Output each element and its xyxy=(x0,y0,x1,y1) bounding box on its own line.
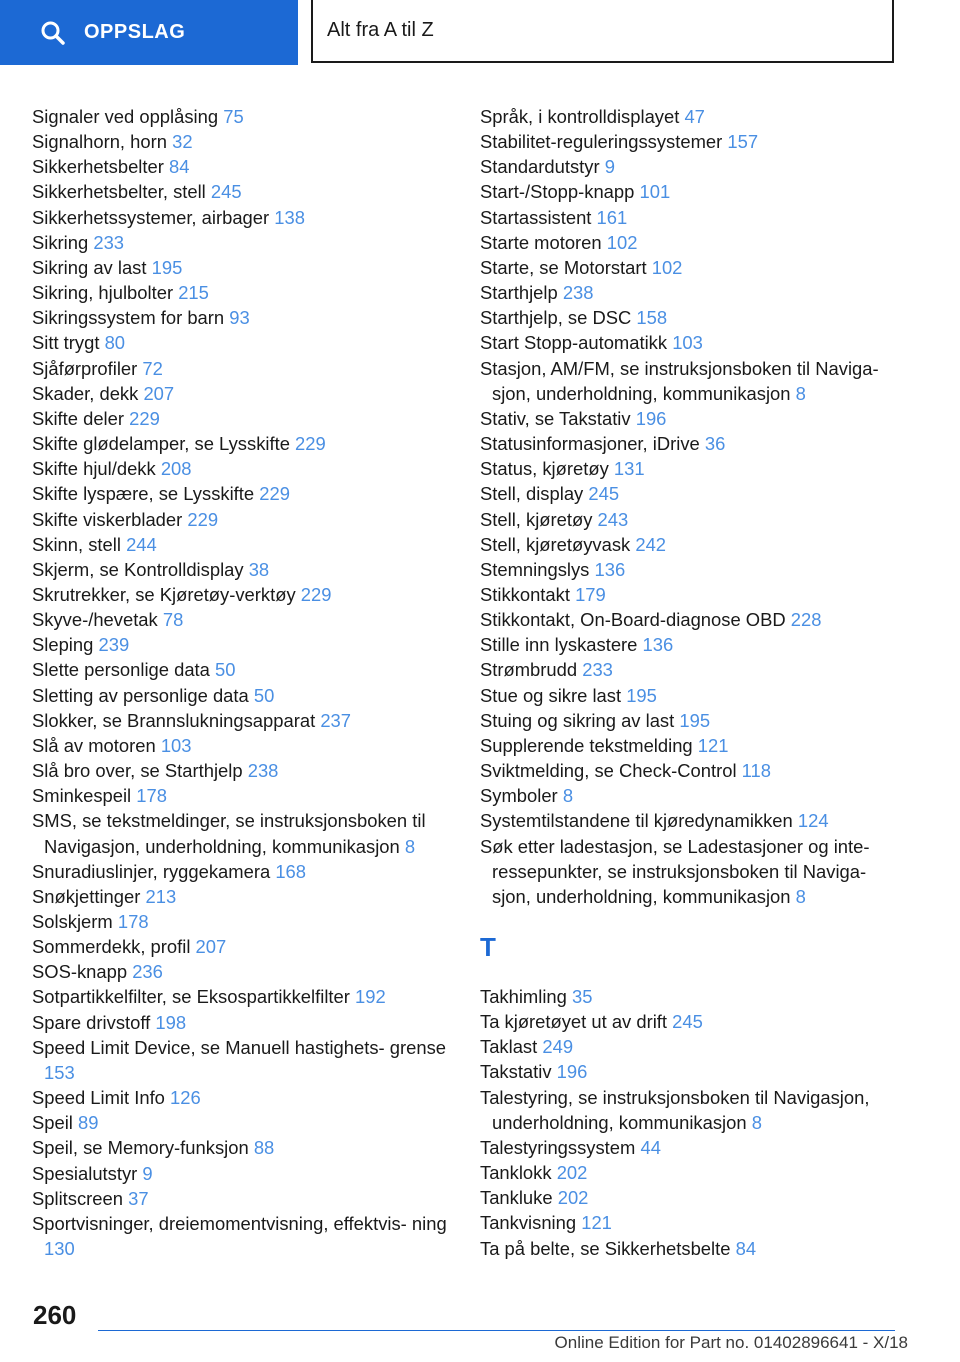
index-term: Skrutrekker, se Kjøretøy-verktøy xyxy=(32,583,296,605)
index-term: Tankvisning xyxy=(480,1212,577,1234)
page-ref-link[interactable]: 118 xyxy=(741,760,771,782)
index-entry xyxy=(32,632,452,657)
page-ref-link[interactable]: 195 xyxy=(679,709,711,731)
index-entry xyxy=(480,683,900,708)
index-term: Sikkerhetssystemer, airbager xyxy=(32,206,270,228)
index-letter-heading: T xyxy=(480,932,496,962)
index-entry xyxy=(480,607,900,632)
page-ref-link[interactable]: 236 xyxy=(132,961,163,983)
index-entry xyxy=(480,1059,900,1084)
page-number: 260 xyxy=(33,1300,77,1330)
page-ref-link[interactable]: 84 xyxy=(169,156,190,178)
subsection-tab-label: Alt fra A til Z xyxy=(327,19,434,41)
index-entry xyxy=(480,733,900,758)
page-ref-link[interactable]: 229 xyxy=(129,407,160,429)
index-term: Stille inn lyskastere xyxy=(480,634,638,656)
page-ref-link[interactable]: 88 xyxy=(253,1137,275,1159)
index-entry xyxy=(32,456,452,481)
index-term: Talestyringssystem xyxy=(480,1136,636,1158)
index-group-t xyxy=(480,984,900,1261)
index-term: Stabilitet-reguleringssystemer xyxy=(480,131,723,153)
page-ref-link[interactable]: 130 xyxy=(44,1238,75,1260)
index-entry xyxy=(480,179,900,204)
page-ref-link[interactable]: 229 xyxy=(295,433,326,455)
page-ref-link[interactable]: 196 xyxy=(556,1061,588,1083)
page-ref-link[interactable]: 178 xyxy=(136,785,167,807)
page-ref-link[interactable]: 245 xyxy=(210,181,242,203)
page-ref-link[interactable]: 124 xyxy=(797,810,829,832)
index-term: Sviktmelding, se Check-Control xyxy=(480,760,737,782)
index-entry xyxy=(480,305,900,330)
index-entry xyxy=(480,205,900,230)
index-group-s xyxy=(480,104,900,909)
index-term: Stikkontakt xyxy=(480,583,570,605)
index-entry xyxy=(32,557,452,582)
index-entry xyxy=(480,657,900,682)
index-entry xyxy=(32,381,452,406)
page-ref-link[interactable]: 195 xyxy=(626,684,657,706)
page-ref-link[interactable]: 103 xyxy=(160,734,192,756)
index-column-left xyxy=(32,104,452,1261)
index-entry xyxy=(32,280,452,305)
index-term: Sikring xyxy=(32,231,89,253)
index-term: Sletting av personlige data xyxy=(32,684,249,706)
index-entry xyxy=(480,632,900,657)
index-term: Systemtilstandene til kjøredynamikken xyxy=(480,810,793,832)
page-ref-link[interactable]: 245 xyxy=(588,483,620,505)
page-ref-link[interactable]: 80 xyxy=(104,332,126,354)
index-term: Sikkerhetsbelter xyxy=(32,156,164,178)
page-ref-link[interactable]: 50 xyxy=(215,659,236,681)
index-entry xyxy=(32,179,452,204)
page-ref-link[interactable]: 229 xyxy=(300,583,332,605)
index-entry xyxy=(32,582,452,607)
index-entry xyxy=(32,305,452,330)
index-term: SOS-knapp xyxy=(32,961,128,983)
page-ref-link[interactable]: 237 xyxy=(320,709,351,731)
page-ref-link[interactable]: 249 xyxy=(542,1036,574,1058)
index-entry xyxy=(32,783,452,808)
index-term: Sportvisninger, dreiemomentvisning, effektvis‐ ning xyxy=(32,1212,447,1234)
index-entry xyxy=(480,708,900,733)
index-entry xyxy=(32,1186,452,1211)
page-ref-link[interactable]: 215 xyxy=(178,282,209,304)
index-entry xyxy=(480,834,900,909)
page-ref-link[interactable]: 157 xyxy=(727,131,759,153)
index-entry xyxy=(32,708,452,733)
index-term: Sikringssystem for barn xyxy=(32,307,225,329)
index-term: Speed Limit Device, se Manuell hastighets‐ grense xyxy=(32,1036,447,1058)
index-entry xyxy=(480,1210,900,1235)
index-term: Skader, dekk xyxy=(32,382,139,404)
index-entry xyxy=(480,481,900,506)
page-ref-link[interactable]: 229 xyxy=(259,483,290,505)
page-ref-link[interactable]: 75 xyxy=(223,106,244,127)
index-entry xyxy=(480,154,900,179)
index-term: Takstativ xyxy=(480,1061,552,1083)
index-entry xyxy=(480,1034,900,1059)
index-term: Speil, se Memory-funksjon xyxy=(32,1137,249,1159)
index-term: Skifte viskerblader xyxy=(32,508,183,530)
index-term: Signalhorn, horn xyxy=(32,131,167,153)
section-tab-label: OPPSLAG xyxy=(84,21,186,43)
index-term: Sikring av last xyxy=(32,256,147,278)
index-entry xyxy=(32,733,452,758)
index-term: Snøkjettinger xyxy=(32,885,141,907)
index-entry xyxy=(32,431,452,456)
index-entry xyxy=(32,205,452,230)
index-entry xyxy=(480,507,900,532)
index-entry xyxy=(480,104,900,129)
index-entry xyxy=(480,557,900,582)
page-ref-link[interactable]: 239 xyxy=(98,634,130,656)
index-term: SMS, se tekstmeldinger, se instruksjonsboken til Navigasjon, underholdning, kommunikasjon xyxy=(32,810,426,857)
index-entry xyxy=(480,230,900,255)
index-entry xyxy=(32,1161,452,1186)
index-term: Taklast xyxy=(480,1036,538,1058)
index-term: Slokker, se Brannslukningsapparat xyxy=(32,709,316,731)
index-term: Sotpartikkelfilter, se Eksospartikkelfilter xyxy=(32,986,350,1008)
index-term: Sleping xyxy=(32,634,94,656)
page-ref-link[interactable]: 103 xyxy=(672,332,703,354)
index-entry xyxy=(480,808,900,833)
index-term: Signaler ved opplåsing xyxy=(32,106,219,127)
index-entry xyxy=(480,356,900,406)
index-entry xyxy=(32,507,452,532)
index-term: Supplerende tekstmelding xyxy=(480,734,693,756)
index-entry xyxy=(480,1085,900,1135)
page-ref-link[interactable]: 138 xyxy=(274,206,305,228)
index-entry xyxy=(32,959,452,984)
page-ref-link[interactable]: 136 xyxy=(594,558,626,580)
index-entry xyxy=(480,255,900,280)
index-term: Start Stopp-automatikk xyxy=(480,332,668,354)
page-ref-link[interactable]: 233 xyxy=(582,659,613,681)
index-term: Stuing og sikring av last xyxy=(480,709,675,731)
index-entry xyxy=(32,884,452,909)
page-ref-link[interactable]: 229 xyxy=(187,508,219,530)
index-entry xyxy=(480,406,900,431)
page-ref-link[interactable]: 178 xyxy=(117,911,149,932)
page-ref-link[interactable]: 202 xyxy=(556,1162,588,1184)
index-term: Starte, se Motorstart xyxy=(480,256,647,278)
index-term: Slå av motoren xyxy=(32,734,156,756)
page-ref-link[interactable]: 131 xyxy=(613,458,645,480)
index-entry xyxy=(32,909,452,934)
index-entry xyxy=(480,1236,900,1261)
index-entry xyxy=(32,859,452,884)
index-entry xyxy=(32,1085,452,1110)
index-entry xyxy=(480,280,900,305)
index-term: Splitscreen xyxy=(32,1187,123,1209)
page-ref-link[interactable]: 238 xyxy=(247,760,279,782)
index-entry xyxy=(32,1110,452,1135)
index-entry xyxy=(32,683,452,708)
page-ref-link[interactable]: 50 xyxy=(253,684,275,706)
index-entry xyxy=(32,532,452,557)
page-ref-link[interactable]: 47 xyxy=(684,106,705,127)
page-ref-link[interactable]: 126 xyxy=(170,1087,201,1109)
page-ref-link[interactable]: 161 xyxy=(596,206,628,228)
page-ref-link[interactable]: 44 xyxy=(640,1136,661,1158)
page-ref-link[interactable]: 202 xyxy=(557,1187,589,1209)
page-ref-link[interactable]: 153 xyxy=(44,1061,75,1083)
index-term: Sminkespeil xyxy=(32,785,132,807)
footer-divider xyxy=(98,1330,895,1331)
index-entry xyxy=(480,758,900,783)
page-ref-link[interactable]: 196 xyxy=(635,407,667,429)
index-term: Startassistent xyxy=(480,206,592,228)
index-entry xyxy=(480,532,900,557)
page-ref-link[interactable]: 195 xyxy=(151,256,183,278)
page-ref-link[interactable]: 198 xyxy=(155,1011,187,1033)
index-term: Stell, kjøretøy xyxy=(480,508,593,530)
index-entry xyxy=(480,1135,900,1160)
page-ref-link[interactable]: 158 xyxy=(636,307,668,329)
page-ref-link[interactable]: 121 xyxy=(697,734,729,756)
index-term: Sommerdekk, profil xyxy=(32,936,191,958)
index-entry xyxy=(32,808,452,858)
index-term: Skyve-/hevetak xyxy=(32,609,158,631)
page-ref-link[interactable]: 207 xyxy=(143,382,175,404)
index-term: Språk, i kontrolldisplayet xyxy=(480,106,680,127)
page-ref-link[interactable]: 8 xyxy=(404,835,416,857)
page-ref-link[interactable]: 93 xyxy=(229,307,250,329)
page-ref-link[interactable]: 238 xyxy=(562,282,594,304)
page-ref-link[interactable]: 228 xyxy=(790,609,822,631)
page-ref-link[interactable]: 9 xyxy=(604,156,615,178)
index-term: Sitt trygt xyxy=(32,332,100,354)
index-term: Symboler xyxy=(480,785,558,807)
index-entry xyxy=(480,456,900,481)
index-term: Strømbrudd xyxy=(480,659,578,681)
section-tab-oppslag[interactable] xyxy=(0,0,298,65)
index-entry xyxy=(480,582,900,607)
page-ref-link[interactable]: 242 xyxy=(635,533,667,555)
index-entry xyxy=(32,607,452,632)
index-entry xyxy=(480,783,900,808)
index-term: Skinn, stell xyxy=(32,533,121,555)
index-term: Sjåførprofiler xyxy=(32,357,138,379)
index-entry xyxy=(32,934,452,959)
page-ref-link[interactable]: 168 xyxy=(275,860,306,882)
page-ref-link[interactable]: 207 xyxy=(195,936,227,958)
index-entry xyxy=(480,1185,900,1210)
page-ref-link[interactable]: 243 xyxy=(597,508,629,530)
index-term: Talestyring, se instruksjonsboken til Navigasjon, underholdning, kommunikasjon xyxy=(480,1086,870,1133)
page-ref-link[interactable]: 78 xyxy=(162,609,184,631)
index-term: Standardutstyr xyxy=(480,156,600,178)
search-icon xyxy=(40,20,66,46)
index-term: Stue og sikre last xyxy=(480,684,622,706)
index-term: Stativ, se Takstativ xyxy=(480,407,631,429)
index-entry xyxy=(32,657,452,682)
index-term: Slette personlige data xyxy=(32,659,210,681)
index-term: Stell, display xyxy=(480,483,584,505)
page-ref-link[interactable]: 8 xyxy=(795,885,806,907)
index-entry xyxy=(480,1160,900,1185)
index-term: Speed Limit Info xyxy=(32,1087,165,1109)
page-ref-link[interactable]: 9 xyxy=(142,1162,153,1184)
index-term: Status, kjøretøy xyxy=(480,458,609,480)
page-ref-link[interactable]: 8 xyxy=(795,382,806,404)
index-term: Snuradiuslinjer, ryggekamera xyxy=(32,860,271,882)
page-ref-link[interactable]: 121 xyxy=(581,1212,612,1234)
subsection-tab[interactable] xyxy=(311,0,894,63)
index-term: Stell, kjøretøyvask xyxy=(480,533,631,555)
index-entry xyxy=(32,1035,452,1085)
index-entry xyxy=(32,104,452,129)
page-ref-link[interactable]: 192 xyxy=(355,986,386,1008)
index-term: Skifte glødelamper, se Lysskifte xyxy=(32,433,290,455)
index-term: Starte motoren xyxy=(480,231,602,253)
index-entry xyxy=(32,356,452,381)
index-term: Sikring, hjulbolter xyxy=(32,282,174,304)
index-entry xyxy=(480,431,900,456)
page-ref-link[interactable]: 38 xyxy=(248,558,270,580)
index-entry xyxy=(32,129,452,154)
page-ref-link[interactable]: 89 xyxy=(78,1112,99,1134)
page-ref-link[interactable]: 208 xyxy=(160,458,192,480)
index-entry xyxy=(32,330,452,355)
page-ref-link[interactable]: 102 xyxy=(651,256,683,278)
index-term: Stemningslys xyxy=(480,558,590,580)
page-ref-link[interactable]: 36 xyxy=(704,433,726,455)
index-entry xyxy=(32,154,452,179)
page-ref-link[interactable]: 136 xyxy=(642,634,674,656)
index-entry xyxy=(32,481,452,506)
page-ref-link[interactable]: 84 xyxy=(735,1237,757,1259)
index-entry xyxy=(32,255,452,280)
page-ref-link[interactable]: 179 xyxy=(575,583,606,605)
index-entry xyxy=(32,758,452,783)
index-entry xyxy=(32,984,452,1009)
index-entry xyxy=(32,406,452,431)
index-term: Starthjelp xyxy=(480,282,558,304)
index-entry xyxy=(32,1010,452,1035)
page-ref-link[interactable]: 8 xyxy=(751,1111,762,1133)
index-term: Solskjerm xyxy=(32,911,113,932)
index-term: Takhimling xyxy=(480,986,567,1007)
page-ref-link[interactable]: 101 xyxy=(639,181,671,203)
page-ref-link[interactable]: 37 xyxy=(128,1187,149,1209)
page-ref-link[interactable]: 213 xyxy=(145,885,177,907)
index-term: Start-/Stopp-knapp xyxy=(480,181,635,203)
index-term: Skifte deler xyxy=(32,407,124,429)
index-column-right xyxy=(480,104,900,1261)
index-term: Spare drivstoff xyxy=(32,1011,151,1033)
index-entry xyxy=(480,1009,900,1034)
page-ref-link[interactable]: 35 xyxy=(572,986,593,1007)
page-ref-link[interactable]: 245 xyxy=(672,1011,703,1033)
index-term: Spesialutstyr xyxy=(32,1162,138,1184)
index-term: Tanklokk xyxy=(480,1162,552,1184)
index-term: Skjerm, se Kontrolldisplay xyxy=(32,558,244,580)
index-term: Slå bro over, se Starthjelp xyxy=(32,760,243,782)
index-entry xyxy=(32,230,452,255)
page-ref-link[interactable]: 72 xyxy=(142,357,163,379)
index-entry xyxy=(32,1211,452,1261)
page-ref-link[interactable]: 102 xyxy=(606,231,638,253)
page-ref-link[interactable]: 244 xyxy=(126,533,157,555)
index-entry xyxy=(480,984,900,1009)
index-term: Stasjon, AM/FM, se instruksjonsboken til Naviga‐ sjon, underholdning, kommunikasjon xyxy=(480,357,879,404)
index-term: Ta på belte, se Sikkerhetsbelte xyxy=(480,1237,731,1259)
page-ref-link[interactable]: 8 xyxy=(562,785,574,807)
index-term: Sikkerhetsbelter, stell xyxy=(32,181,206,203)
index-term: Stikkontakt, On-Board-diagnose OBD xyxy=(480,609,786,631)
page-ref-link[interactable]: 32 xyxy=(172,131,193,153)
index-term: Statusinformasjoner, iDrive xyxy=(480,433,700,455)
page-ref-link[interactable]: 233 xyxy=(93,231,125,253)
index-term: Starthjelp, se DSC xyxy=(480,307,632,329)
index-term: Skifte hjul/dekk xyxy=(32,458,156,480)
index-term: Skifte lyspære, se Lysskifte xyxy=(32,483,255,505)
index-entry xyxy=(480,330,900,355)
index-entry xyxy=(32,1135,452,1160)
footer-edition-text: Online Edition for Part no. 01402896641 - X/18 xyxy=(554,1333,908,1352)
index-term: Søk etter ladestasjon, se Ladestasjoner og inte‐ ressepunkter, se instruksjonsboken til Naviga‐ sjon, underholdning, kommunikasjon xyxy=(480,835,870,907)
index-entry xyxy=(480,129,900,154)
index-term: Speil xyxy=(32,1112,73,1134)
index-term: Ta kjøretøyet ut av drift xyxy=(480,1011,668,1033)
index-term: Tankluke xyxy=(480,1187,553,1209)
